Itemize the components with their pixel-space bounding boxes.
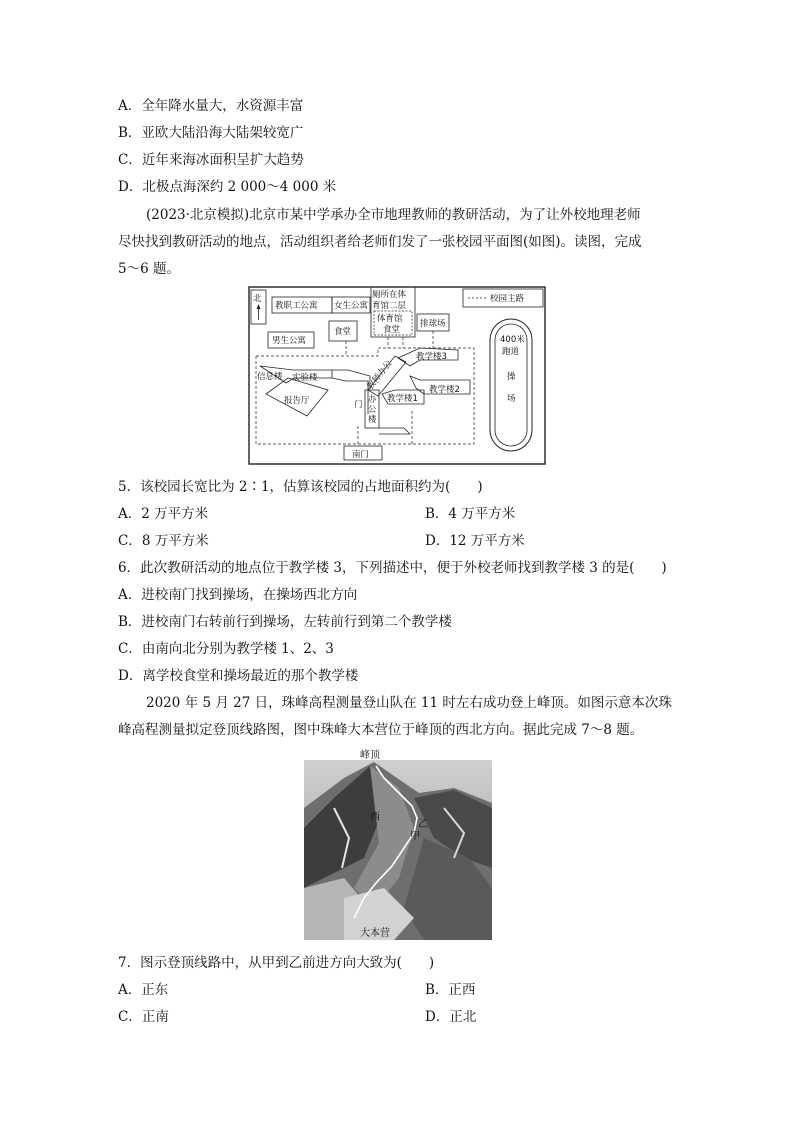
lab-building: 实验楼 <box>292 373 318 383</box>
q6-option-a: A．进校南门找到操场，在操场西北方向 <box>118 587 358 603</box>
base-camp-label: 大本营 <box>360 928 390 939</box>
q7-option-c: C．正南 <box>118 1009 169 1025</box>
passage2-line2: 峰高程测量拟定登顶线路图，图中珠峰大本营位于峰顶的西北方向。据此完成 7～8 题。 <box>118 722 644 738</box>
report-hall: 报告厅 <box>284 396 310 406</box>
q4-option-b: B．亚欧大陆沿海大陆架较宽广 <box>118 125 304 141</box>
volleyball-court: 排球场 <box>420 319 446 329</box>
everest-route-photo <box>304 748 492 940</box>
q7-option-a: A．正东 <box>118 982 169 998</box>
q6-option-b: B．进校南门右转前行到操场，左转前行到第二个教学楼 <box>118 614 452 630</box>
q5-option-d: D．12 万平方米 <box>425 533 525 549</box>
jia-label: 甲 <box>410 831 420 842</box>
male-apartment: 男生公寓 <box>272 336 307 346</box>
gate-label: 门 <box>354 400 363 410</box>
q6-option-d: D．离学校食堂和操场最近的那个教学楼 <box>118 668 359 684</box>
south-gate: 南门 <box>352 450 370 460</box>
canteen-top: 食堂 <box>334 327 352 337</box>
staff-apartment: 教职工公寓 <box>275 301 318 311</box>
q7-option-b: B．正西 <box>425 982 476 998</box>
office-char-3: 楼 <box>368 415 377 425</box>
west-label: 西 <box>370 812 380 823</box>
canteen-label: 食堂 <box>383 325 401 335</box>
passage1-line2: 尽快找到教研活动的地点，活动组织者给老师们发了一张校园平面图(如图)。读图，完成 <box>118 234 642 250</box>
field-label-1: 操 <box>507 372 516 382</box>
q4-option-d: D．北极点海深约 2 000～4 000 米 <box>118 179 337 195</box>
q5-option-a: A．2 万平方米 <box>118 506 209 522</box>
passage1-line3: 5～6 题。 <box>118 261 180 277</box>
passage1-line1: (2023·北京模拟)北京市某中学承办全市地理教师的教研活动，为了让外校地理老师 <box>146 207 641 223</box>
toilet-label: 厕所在体 <box>372 290 407 300</box>
q7-stem: 7．图示登顶线路中，从甲到乙前进方向大致为( ) <box>118 955 435 971</box>
q5-stem: 5．该校园长宽比为 2∶1，估算该校园的占地面积约为( ) <box>118 479 483 495</box>
campus-map <box>248 286 546 466</box>
q5-option-c: C．8 万平方米 <box>118 533 209 549</box>
female-apartment: 女生公寓 <box>334 301 369 311</box>
info-building: 信息楼 <box>257 372 283 382</box>
q7-option-d: D．正北 <box>425 1009 477 1025</box>
q4-option-a: A．全年降水量大，水资源丰富 <box>118 98 304 114</box>
q4-option-c: C．近年来海冰面积呈扩大趋势 <box>118 152 304 168</box>
office-char-2: 公 <box>368 405 377 415</box>
q5-option-b: B．4 万平方米 <box>425 506 516 522</box>
q6-stem: 6．此次教研活动的地点位于教学楼 3，下列描述中，便于外校老师找到教学楼 3 的是( ) <box>118 560 667 576</box>
field-label-2: 场 <box>507 394 516 404</box>
teaching-building-2: 教学楼2 <box>429 385 460 395</box>
north-label: 北 <box>253 294 262 304</box>
teacher-office: 教师办公 <box>365 358 395 392</box>
yi-label: 乙 <box>418 819 428 830</box>
gym-label: 体育馆 <box>377 314 403 324</box>
teaching-building-1: 教学楼1 <box>387 394 418 404</box>
passage2-line1: 2020 年 5 月 27 日，珠峰高程测量登山队在 11 时左右成功登上峰顶。如图示意本次珠 <box>146 695 672 711</box>
track-label-2: 跑道 <box>502 347 520 357</box>
q6-option-c: C．由南向北分别为教学楼 1、2、3 <box>118 641 334 657</box>
teaching-building-3: 教学楼3 <box>416 352 447 362</box>
gym2-label: 育馆二层 <box>372 301 407 311</box>
track-label-1: 400米 <box>500 335 525 345</box>
office-char-1: 办 <box>368 395 377 405</box>
legend-label: 校园主路 <box>490 294 525 304</box>
peak-label: 峰顶 <box>360 750 380 761</box>
